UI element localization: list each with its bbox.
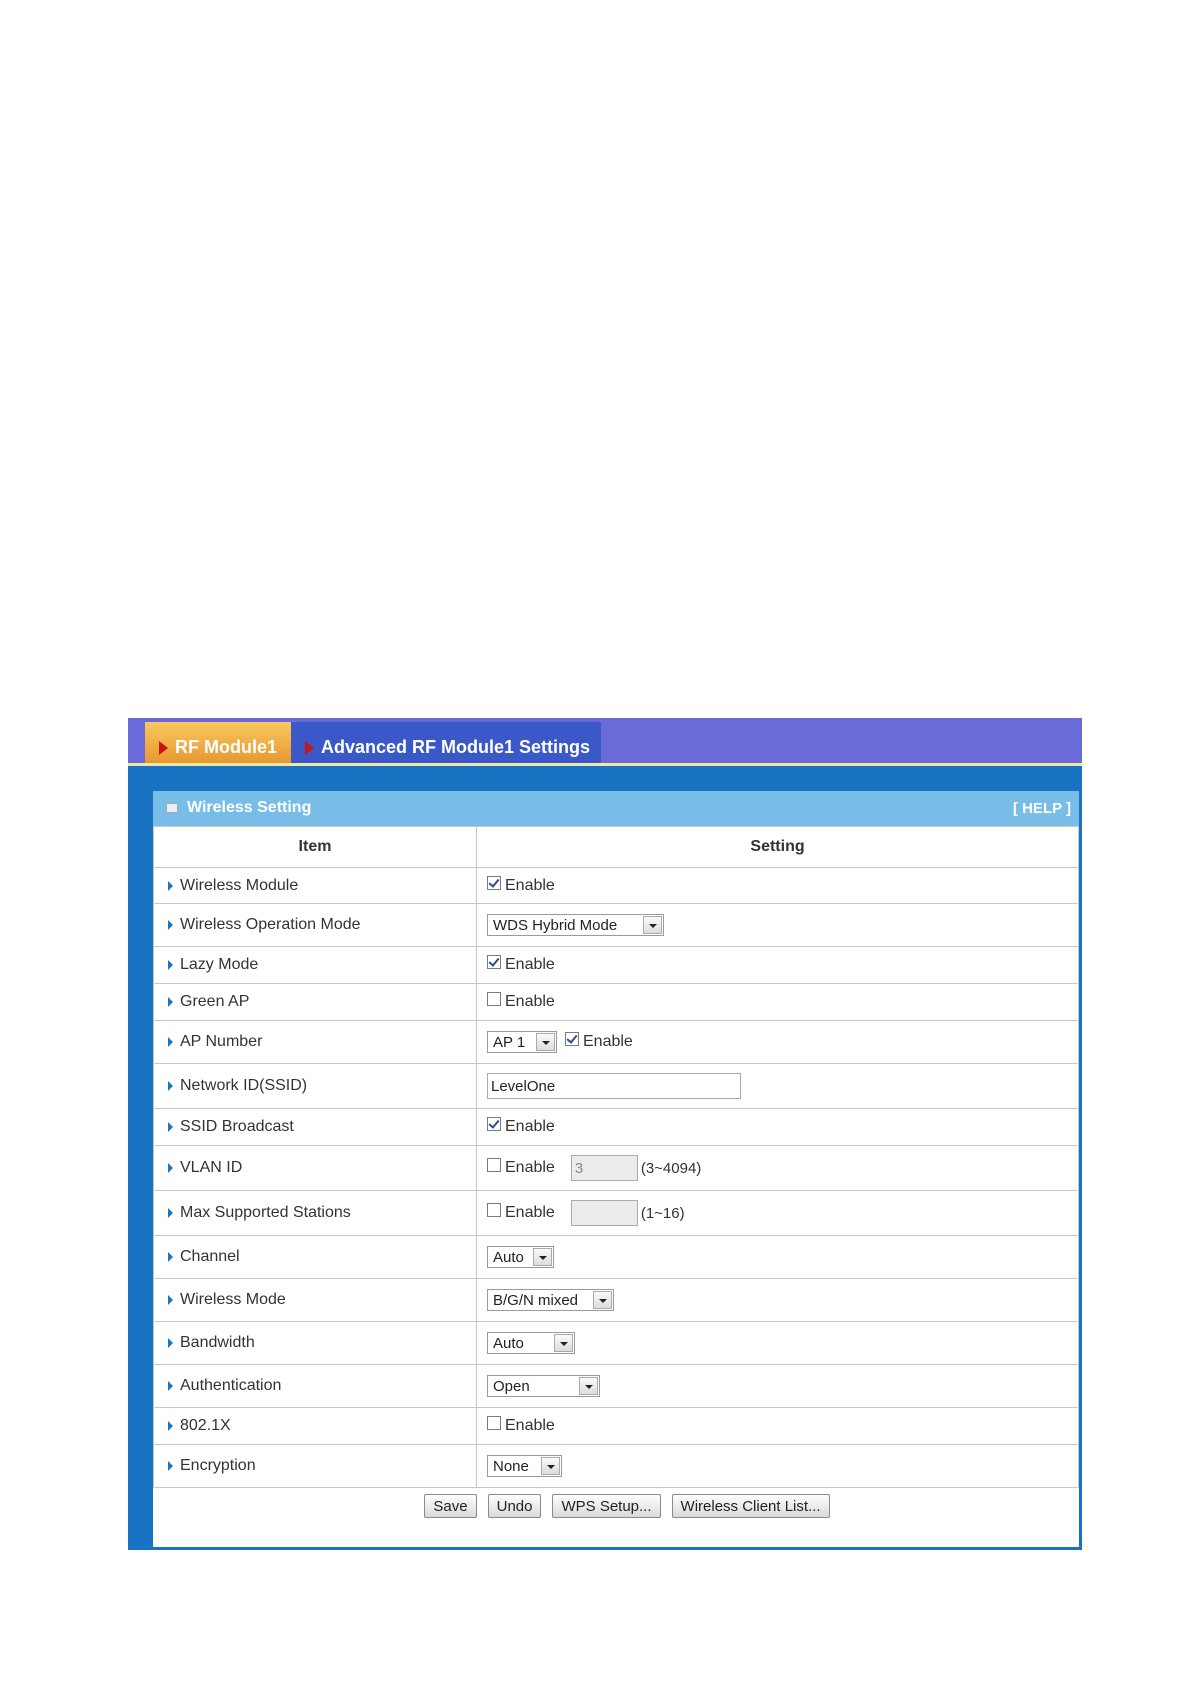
row-label xyxy=(154,1109,477,1146)
table-row xyxy=(154,1408,1079,1445)
row-label-text: Wireless Operation Mode xyxy=(180,916,361,933)
select-value: Open xyxy=(493,1377,530,1395)
max-stations-input[interactable] xyxy=(571,1200,638,1226)
dot1x-checkbox[interactable] xyxy=(487,1416,501,1430)
row-setting xyxy=(477,1146,1079,1191)
vlan-id-input[interactable]: 3 xyxy=(571,1155,638,1181)
select-value: WDS Hybrid Mode xyxy=(493,916,618,934)
max-stations-range-hint: (1~16) xyxy=(640,1204,685,1222)
select-value: None xyxy=(493,1457,529,1475)
vlan-enable-checkbox[interactable] xyxy=(487,1158,501,1172)
row-label xyxy=(154,868,477,904)
checkbox-label: Enable xyxy=(505,956,555,973)
table-header-row xyxy=(154,827,1079,868)
authentication-select[interactable] xyxy=(487,1375,600,1397)
column-header-setting: Setting xyxy=(477,827,1079,868)
table-row xyxy=(154,904,1079,947)
row-setting xyxy=(477,1365,1079,1408)
row-setting xyxy=(477,947,1079,984)
table-row xyxy=(154,1146,1079,1191)
row-label-text: Encryption xyxy=(180,1457,256,1474)
bullet-arrow-icon xyxy=(168,1208,173,1218)
bullet-arrow-icon xyxy=(168,1122,173,1132)
chevron-down-icon xyxy=(533,1248,552,1266)
bullet-arrow-icon xyxy=(168,1081,173,1091)
table-row xyxy=(154,1109,1079,1146)
row-label xyxy=(154,984,477,1021)
chevron-down-icon xyxy=(541,1457,560,1475)
bullet-arrow-icon xyxy=(168,1421,173,1431)
table-row xyxy=(154,1021,1079,1064)
bullet-arrow-icon xyxy=(168,1381,173,1391)
green-ap-checkbox[interactable] xyxy=(487,992,501,1006)
bandwidth-select[interactable] xyxy=(487,1332,575,1354)
table-row xyxy=(154,984,1079,1021)
row-setting xyxy=(477,1322,1079,1365)
row-label-text: Max Supported Stations xyxy=(180,1204,351,1221)
bullet-arrow-icon xyxy=(168,1338,173,1348)
row-setting xyxy=(477,1236,1079,1279)
row-setting xyxy=(477,984,1079,1021)
help-link[interactable]: [ HELP ] xyxy=(1012,800,1071,817)
lazy-mode-checkbox[interactable] xyxy=(487,955,501,969)
select-value: Auto xyxy=(493,1248,524,1266)
row-label xyxy=(154,947,477,984)
row-label-text: Authentication xyxy=(180,1377,282,1394)
table-row xyxy=(154,1322,1079,1365)
tab-rf-module1-label: RF Module1 xyxy=(175,737,277,757)
checkbox-label: Enable xyxy=(583,1033,633,1050)
window-icon xyxy=(166,803,178,813)
channel-select[interactable] xyxy=(487,1246,554,1268)
row-label-text: Wireless Module xyxy=(180,876,299,894)
select-value: AP 1 xyxy=(493,1033,526,1051)
select-value: Auto xyxy=(493,1334,524,1352)
wireless-mode-select[interactable] xyxy=(487,1289,614,1311)
row-setting xyxy=(477,868,1079,904)
tab-bar xyxy=(128,718,1082,766)
action-buttons xyxy=(153,1476,1079,1536)
row-setting xyxy=(477,1279,1079,1322)
arrow-right-icon xyxy=(159,741,168,755)
checkbox-label: Enable xyxy=(505,1204,555,1221)
wps-setup-button[interactable]: WPS Setup... xyxy=(552,1494,660,1518)
row-label-text: Lazy Mode xyxy=(180,956,259,973)
table-row xyxy=(154,868,1079,904)
checkbox-label: Enable xyxy=(505,993,555,1010)
table-row xyxy=(154,1279,1079,1322)
tab-advanced-label: Advanced RF Module1 Settings xyxy=(321,737,591,757)
column-header-item: Item xyxy=(154,827,477,868)
checkbox-label: Enable xyxy=(505,1118,555,1135)
row-setting xyxy=(477,1408,1079,1445)
checkbox-label: Enable xyxy=(505,876,555,894)
wireless-setting-card xyxy=(153,791,1079,1547)
row-setting xyxy=(477,1021,1079,1064)
row-label-text: AP Number xyxy=(180,1033,263,1050)
checkbox-label: Enable xyxy=(505,1417,555,1434)
bullet-arrow-icon xyxy=(168,1037,173,1047)
router-config-panel xyxy=(128,718,1082,1550)
select-value: B/G/N mixed xyxy=(493,1291,579,1309)
row-label-text: Wireless Mode xyxy=(180,1291,286,1308)
bullet-arrow-icon xyxy=(168,881,173,891)
table-row xyxy=(154,1064,1079,1109)
wireless-module-checkbox[interactable] xyxy=(487,876,501,890)
chevron-down-icon xyxy=(554,1334,573,1352)
operation-mode-select[interactable] xyxy=(487,914,664,936)
encryption-select[interactable] xyxy=(487,1455,562,1477)
tab-advanced-rf-settings[interactable] xyxy=(291,722,601,763)
wireless-client-list-button[interactable]: Wireless Client List... xyxy=(672,1494,830,1518)
table-row xyxy=(154,1191,1079,1236)
ap-number-select[interactable] xyxy=(487,1031,557,1053)
row-setting xyxy=(477,1191,1079,1236)
ssid-input[interactable]: LevelOne xyxy=(487,1073,741,1099)
table-row xyxy=(154,1365,1079,1408)
bullet-arrow-icon xyxy=(168,1163,173,1173)
arrow-right-icon xyxy=(305,741,314,755)
row-setting xyxy=(477,1064,1079,1109)
max-stations-checkbox[interactable] xyxy=(487,1203,501,1217)
bullet-arrow-icon xyxy=(168,960,173,970)
ap-enable-checkbox[interactable] xyxy=(565,1032,579,1046)
bullet-arrow-icon xyxy=(168,997,173,1007)
row-label xyxy=(154,1408,477,1445)
row-label xyxy=(154,1365,477,1408)
row-label xyxy=(154,1021,477,1064)
settings-table xyxy=(153,826,1079,1488)
bullet-arrow-icon xyxy=(168,1461,173,1471)
save-button[interactable]: Save xyxy=(424,1494,476,1518)
row-label-text: SSID Broadcast xyxy=(180,1118,294,1135)
row-label-text: Channel xyxy=(180,1248,240,1265)
vlan-range-hint: (3~4094) xyxy=(640,1159,702,1177)
card-title: Wireless Setting xyxy=(187,799,312,816)
ssid-broadcast-checkbox[interactable] xyxy=(487,1117,501,1131)
chevron-down-icon xyxy=(643,916,662,934)
row-label xyxy=(154,1191,477,1236)
row-label xyxy=(154,1322,477,1365)
checkbox-label: Enable xyxy=(505,1159,555,1176)
bullet-arrow-icon xyxy=(168,1295,173,1305)
row-label xyxy=(154,1064,477,1109)
row-label-text: VLAN ID xyxy=(180,1159,243,1176)
row-label-text: 802.1X xyxy=(180,1417,231,1434)
chevron-down-icon xyxy=(579,1377,598,1395)
row-setting xyxy=(477,1109,1079,1146)
row-label-text: Bandwidth xyxy=(180,1334,255,1351)
tab-rf-module1[interactable] xyxy=(145,722,291,763)
row-label xyxy=(154,1236,477,1279)
row-label xyxy=(154,1146,477,1191)
row-label xyxy=(154,904,477,947)
row-label-text: Network ID(SSID) xyxy=(180,1077,308,1094)
chevron-down-icon xyxy=(593,1291,612,1309)
row-label xyxy=(154,1279,477,1322)
table-row xyxy=(154,947,1079,984)
row-label-text: Green AP xyxy=(180,993,250,1010)
chevron-down-icon xyxy=(536,1033,555,1051)
bullet-arrow-icon xyxy=(168,920,173,930)
card-header xyxy=(153,791,1079,826)
bullet-arrow-icon xyxy=(168,1252,173,1262)
row-setting xyxy=(477,904,1079,947)
table-row xyxy=(154,1236,1079,1279)
undo-button[interactable]: Undo xyxy=(488,1494,542,1518)
